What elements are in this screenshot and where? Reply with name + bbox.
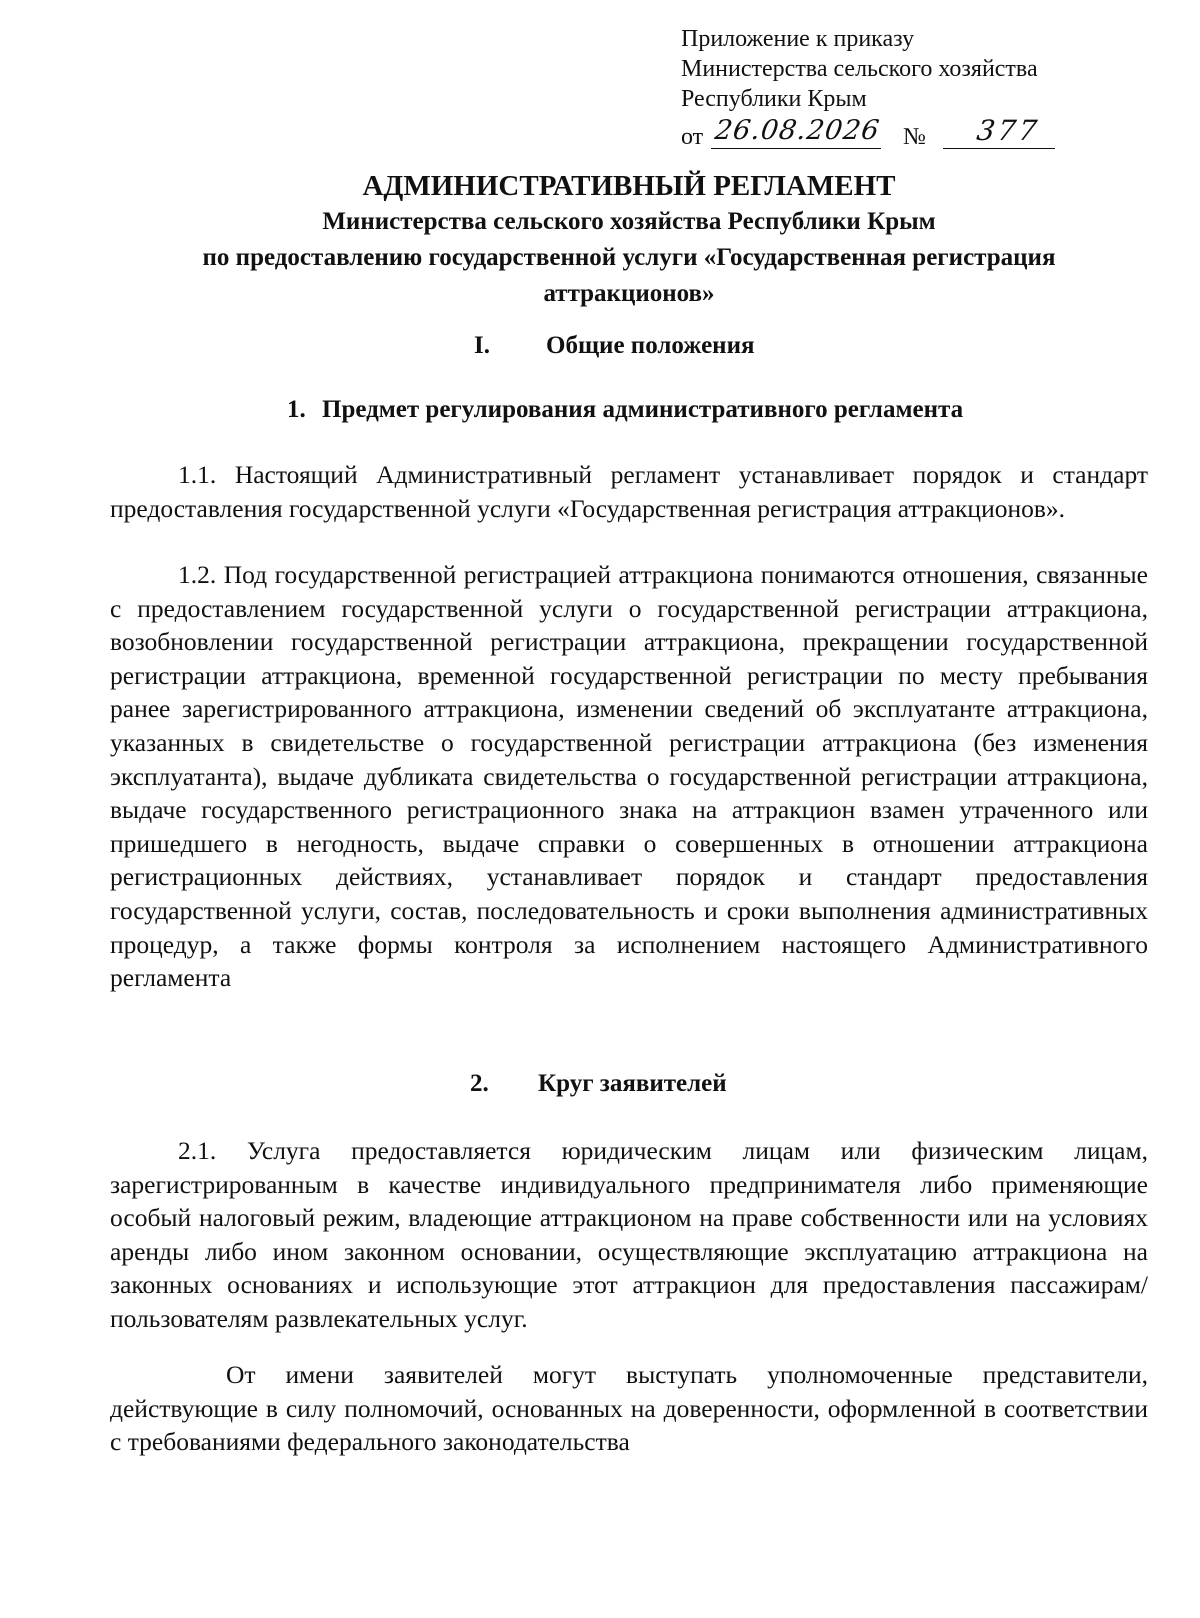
order-date-number-line [681, 114, 1061, 154]
handwritten-number: 377 [974, 114, 1042, 147]
title-sub-line-2: по предоставлению государственной услуги «Государственная регистрация [202, 244, 1056, 271]
number-label: № [903, 124, 926, 150]
paragraph-2-2: От имени заявителей могут выступать уполномоченные представители, действующие в силу полномочий, основанных на доверенности, оформленной в соответствии с требованиями федерального законодательства [110, 1360, 1148, 1457]
section-2-number: 2. [470, 1070, 489, 1097]
appendix-header [681, 24, 1061, 154]
section-1-number: 1. [287, 396, 306, 423]
section-1-title: Предмет регулирования административного регламента [322, 396, 964, 423]
section-I-title: Общие положения [546, 332, 755, 359]
order-number-field [943, 114, 1055, 149]
paragraph-2-1: 2.1. Услуга предоставляется юридическим лицам или физическим лицам, зарегистрированным в качестве индивидуального предпринимателя либо применяющие особый налоговый режим, владеющие аттракционом на праве собственности или на условиях аренды либо ином законном основании, осуществляющие эксплуатацию аттракциона на законных основаниях и использующие этот аттракцион для предоставления пассажирам/пользователям развлекательных услуг. [110, 1136, 1148, 1333]
section-I-number: I. [474, 332, 490, 359]
title-sub-line-3: аттракционов» [543, 280, 715, 307]
appendix-line-2: Министерства сельского хозяйства [681, 56, 1038, 82]
appendix-line-3: Республики Крым [681, 86, 867, 112]
appendix-line-1: Приложение к приказу [681, 26, 915, 52]
document-title [110, 168, 1148, 312]
title-main: АДМИНИСТРАТИВНЫЙ РЕГЛАМЕНТ [362, 170, 896, 202]
handwritten-date: 26.08.2026 [712, 115, 882, 146]
order-date-field [711, 115, 882, 149]
paragraph-1-1: 1.1. Настоящий Административный регламент устанавливает порядок и стандарт предоставления государственной услуги «Государственная регистрация аттракционов». [110, 460, 1148, 523]
title-sub-line-1: Министерства сельского хозяйства Республики Крым [322, 208, 936, 235]
date-prefix: от [681, 124, 704, 150]
paragraph-1-2: 1.2. Под государственной регистрацией аттракциона понимаются отношения, связанные с предоставлением государственной услуги о государственной регистрации аттракциона, возобновлении государственной регистрации аттракциона, прекращении государственной регистрации аттракциона, временной государственной регистрации по месту пребывания ранее зарегистрированного аттракциона, изменении сведений об эксплуатанте аттракциона, указанных в свидетельстве о государственной регистрации аттракциона (без изменения эксплуатанта), выдаче дубликата свидетельства о государственной регистрации аттракциона, выдаче государственного регистрационного знака на аттракцион взамен утраченного или пришедшего в негодность, выдаче справки о совершенных в отношении аттракциона регистрационных действиях, устанавливает порядок и стандарт предоставления государственной услуги, состав, последовательность и сроки выполнения административных процедур, а также формы контроля за исполнением настоящего Административного регламента [110, 560, 1148, 993]
section-2-title: Круг заявителей [538, 1070, 727, 1097]
